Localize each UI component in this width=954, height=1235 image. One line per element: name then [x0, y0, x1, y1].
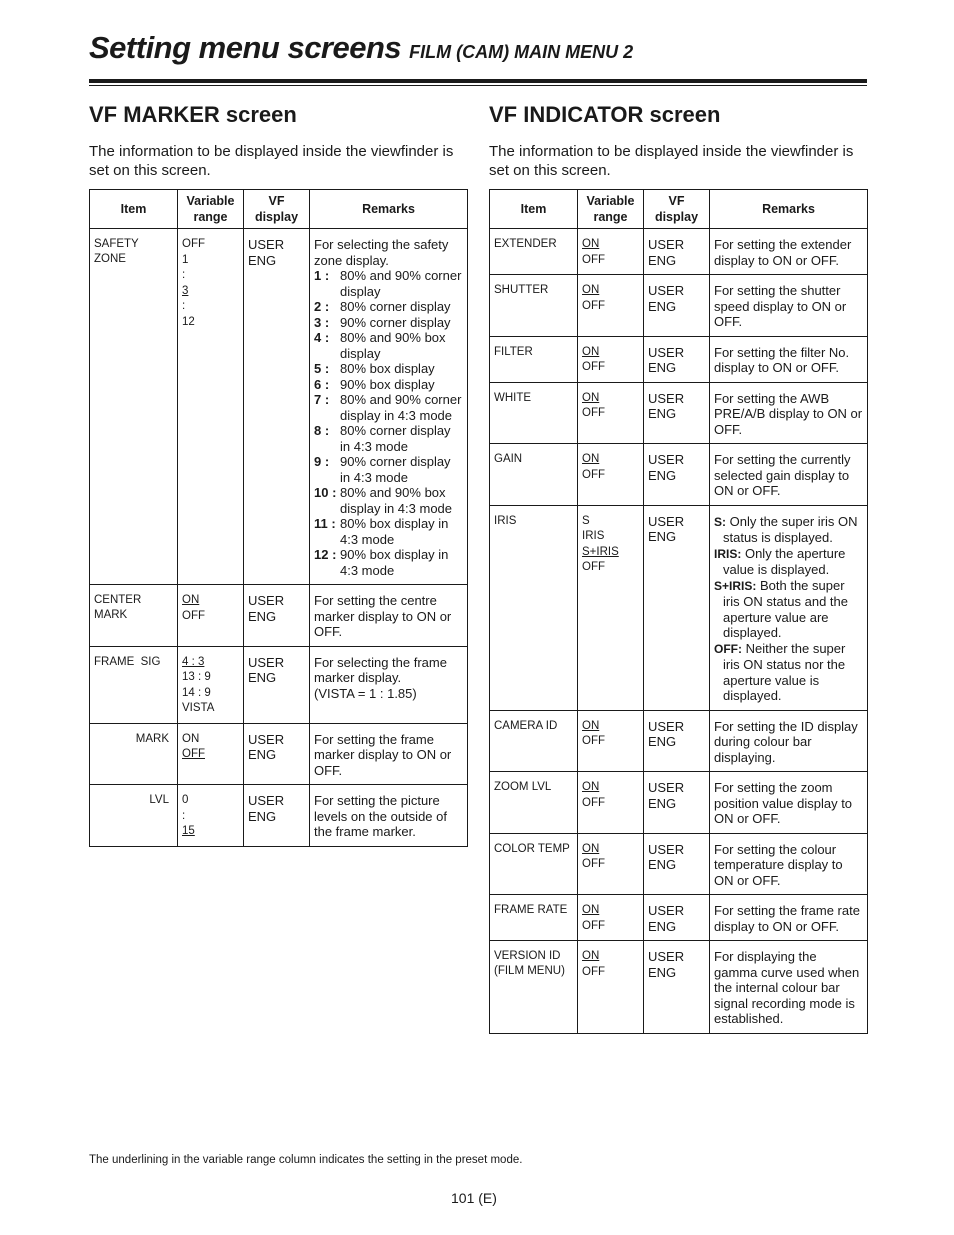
vf-cell	[244, 723, 310, 785]
range-option-preset: ON	[582, 719, 600, 732]
table-row	[90, 785, 468, 847]
remark-note: (VISTA = 1 : 1.85)	[314, 685, 417, 701]
vf-mode: ENG	[648, 795, 677, 811]
table-row	[490, 444, 868, 506]
range-option-preset: ON	[582, 284, 600, 296]
item-cell: SAFETY ZONE	[90, 229, 178, 585]
vf-marker-title: VF MARKER screen	[89, 102, 297, 127]
page-number: 101 (E)	[451, 1190, 497, 1206]
range-cell	[578, 772, 644, 834]
column-header-remarks: Remarks	[710, 190, 868, 229]
vf-mode: USER	[648, 949, 685, 964]
table-row	[90, 229, 468, 585]
range-option-preset: ON	[182, 594, 200, 606]
vf-mode: USER	[648, 841, 685, 857]
range-option: 14 : 9	[182, 686, 211, 699]
range-option: OFF	[582, 796, 605, 809]
list-item: 8 : 80% corner display in 4:3 mode	[314, 423, 451, 454]
range-option-preset: ON	[582, 781, 600, 793]
vf-indicator-section	[489, 102, 867, 1034]
vf-mode: ENG	[648, 360, 677, 375]
vf-mode: ENG	[648, 298, 677, 314]
definition-item: IRIS: Only the aperture value is displayed.	[714, 545, 846, 577]
item-cell: COLOR TEMP	[490, 833, 578, 895]
range-option: :	[182, 300, 186, 312]
remarks-cell: For setting the colour temperature display to ON or OFF.	[710, 833, 868, 895]
vf-marker-section	[89, 102, 467, 847]
table-row	[490, 895, 868, 941]
vf-mode: USER	[248, 654, 285, 670]
item-cell: CAMERA ID	[490, 710, 578, 772]
vf-mode: ENG	[248, 608, 277, 624]
item-cell: FRAME SIG	[90, 646, 178, 723]
footnote: The underlining in the variable range column indicates the setting in the preset mode.	[89, 1154, 523, 1166]
remarks-cell: For setting the zoom position value display to ON or OFF.	[710, 772, 868, 834]
table-header-row	[90, 190, 468, 229]
vf-mode: USER	[648, 452, 685, 467]
vf-mode: ENG	[648, 406, 677, 421]
range-option: 13 : 9	[182, 671, 211, 683]
table-row	[490, 336, 868, 382]
list-item: 6 : 90% box display	[314, 376, 435, 392]
safety-zone-options	[314, 268, 463, 578]
list-item: 1 : 80% and 90% corner display	[314, 268, 462, 299]
column-header-vf: VF display	[644, 190, 710, 229]
vf-cell	[644, 382, 710, 444]
vf-cell	[244, 646, 310, 723]
range-option: OFF	[582, 299, 605, 312]
range-option-preset: ON	[582, 950, 600, 962]
remarks-cell: For setting the AWB PRE/A/B display to ON or OFF.	[710, 382, 868, 444]
range-option-preset: ON	[582, 842, 600, 855]
header-rule-thin	[89, 85, 867, 86]
item-cell: WHITE	[490, 382, 578, 444]
item-sublabel: (FILM MENU)	[494, 965, 565, 977]
vf-mode: ENG	[248, 670, 277, 685]
item-cell: EXTENDER	[490, 229, 578, 275]
range-option: VISTA	[182, 702, 215, 714]
range-cell	[578, 382, 644, 444]
remarks-cell: For setting the frame marker display to ON or OFF.	[310, 723, 468, 785]
page-header	[89, 30, 867, 66]
vf-cell	[644, 895, 710, 941]
list-item: 7 : 80% and 90% corner display in 4:3 mode	[314, 392, 462, 423]
vf-cell	[644, 833, 710, 895]
table-row	[90, 585, 468, 647]
vf-marker-intro: The information to be displayed inside the viewfinder is set on this screen.	[89, 143, 454, 179]
list-item: 10 : 80% and 90% box display in 4:3 mode	[314, 485, 453, 516]
list-item: 12 : 90% box display in 4:3 mode	[314, 547, 449, 578]
remarks-cell: For setting the filter No. display to ON or OFF.	[710, 336, 868, 382]
table-row	[490, 382, 868, 444]
item-cell: CENTER MARK	[90, 585, 178, 647]
vf-mode: USER	[648, 237, 685, 252]
range-option: OFF	[582, 561, 605, 573]
vf-mode: USER	[248, 237, 285, 252]
range-option: OFF	[582, 965, 605, 978]
vf-cell	[644, 275, 710, 337]
range-cell	[578, 505, 644, 710]
list-item: 2 : 80% corner display	[314, 299, 451, 314]
list-item: 4 : 80% and 90% box display	[314, 330, 446, 361]
vf-mode: USER	[648, 390, 685, 406]
table-row	[490, 833, 868, 895]
range-cell	[578, 941, 644, 1034]
range-option: 0	[182, 794, 189, 806]
range-cell	[578, 229, 644, 275]
range-option: 1	[182, 253, 189, 266]
page-title: Setting menu screens	[89, 30, 402, 65]
range-option: ON	[182, 732, 200, 745]
remark-text: For selecting the safety zone display.	[314, 237, 449, 268]
range-option: OFF	[582, 361, 605, 373]
vf-mode: USER	[248, 731, 285, 747]
remarks-cell	[710, 505, 868, 710]
range-cell	[578, 895, 644, 941]
vf-cell	[644, 772, 710, 834]
range-option-preset: ON	[582, 345, 600, 358]
vf-mode: ENG	[248, 808, 277, 824]
list-item: 3 : 90% corner display	[314, 314, 451, 330]
definition-item: S+IRIS: Both the super iris ON status and the aperture value are displayed.	[714, 577, 848, 640]
vf-mode: ENG	[648, 918, 677, 934]
vf-cell	[644, 710, 710, 772]
range-option: 12	[182, 315, 195, 328]
item-cell: FILTER	[490, 336, 578, 382]
range-option: OFF	[182, 238, 205, 250]
range-option: S	[582, 514, 590, 527]
vf-cell	[244, 585, 310, 647]
column-header-item: Item	[490, 190, 578, 229]
column-header-range: Variable range	[178, 190, 244, 229]
table-row	[490, 275, 868, 337]
item-cell: GAIN	[490, 444, 578, 506]
range-option-preset: OFF	[182, 748, 205, 760]
range-option-preset: 3	[182, 284, 189, 297]
column-header-range: Variable range	[578, 190, 644, 229]
item-cell: ZOOM LVL	[490, 772, 578, 834]
vf-mode: USER	[648, 903, 685, 918]
page-subtitle: FILM (CAM) MAIN MENU 2	[409, 42, 634, 62]
column-header-item: Item	[90, 190, 178, 229]
range-cell	[178, 229, 244, 585]
item-cell: IRIS	[490, 505, 578, 710]
range-cell	[578, 275, 644, 337]
item-cell	[490, 941, 578, 1034]
vf-mode: ENG	[648, 252, 677, 268]
remarks-cell	[310, 229, 468, 585]
range-cell	[178, 646, 244, 723]
range-option: OFF	[582, 253, 605, 266]
remarks-cell: For setting the ID display during colour bar displaying.	[710, 710, 868, 772]
vf-cell	[644, 229, 710, 275]
table-row	[490, 505, 868, 710]
vf-mode: ENG	[648, 964, 677, 980]
vf-indicator-intro: The information to be displayed inside the viewfinder is set on this screen.	[489, 143, 854, 179]
table-row	[490, 772, 868, 834]
vf-mode: ENG	[648, 734, 677, 749]
range-option-preset: ON	[582, 238, 600, 250]
vf-mode: ENG	[648, 467, 677, 483]
vf-cell	[644, 941, 710, 1034]
column-header-vf: VF display	[244, 190, 310, 229]
remarks-cell: For setting the shutter speed display to ON or OFF.	[710, 275, 868, 337]
table-row	[490, 941, 868, 1034]
range-option: OFF	[182, 609, 205, 622]
range-option: OFF	[582, 919, 605, 932]
range-option-preset: S+IRIS	[582, 545, 619, 558]
range-cell	[178, 723, 244, 785]
vf-cell	[644, 336, 710, 382]
vf-cell	[644, 444, 710, 506]
remarks-cell: For setting the centre marker display to ON or OFF.	[310, 585, 468, 647]
vf-cell	[244, 229, 310, 585]
table-header-row	[490, 190, 868, 229]
range-cell	[578, 444, 644, 506]
list-item: 9 : 90% corner display in 4:3 mode	[314, 454, 451, 485]
range-option-preset: 4 : 3	[182, 655, 205, 668]
item-cell: SHUTTER	[490, 275, 578, 337]
item-cell: MARK	[90, 723, 178, 785]
range-cell	[178, 585, 244, 647]
remark-text: For selecting the frame marker display.	[314, 654, 447, 685]
vf-cell	[644, 505, 710, 710]
range-option: OFF	[582, 468, 605, 481]
vf-indicator-table	[489, 189, 868, 1034]
range-option: IRIS	[582, 530, 605, 542]
remarks-cell	[310, 646, 468, 723]
definition-item: S: Only the super iris ON status is displayed.	[714, 513, 858, 545]
range-cell	[178, 785, 244, 847]
vf-mode: ENG	[648, 857, 677, 872]
item-cell: FRAME RATE	[490, 895, 578, 941]
range-option-preset: ON	[582, 453, 600, 465]
vf-mode: USER	[648, 513, 685, 529]
vf-mode: ENG	[248, 747, 277, 762]
vf-mode: ENG	[248, 252, 277, 268]
vf-indicator-title: VF INDICATOR screen	[489, 102, 721, 127]
table-row	[490, 710, 868, 772]
vf-mode: USER	[248, 593, 285, 608]
range-option-preset: ON	[582, 904, 600, 916]
vf-mode: USER	[648, 283, 685, 298]
range-cell	[578, 710, 644, 772]
remarks-cell: For setting the picture levels on the outside of the frame marker.	[310, 785, 468, 847]
list-item: 11 : 80% box display in 4:3 mode	[314, 516, 449, 547]
table-row	[490, 229, 868, 275]
remarks-cell: For setting the frame rate display to ON or OFF.	[710, 895, 868, 941]
vf-marker-table	[89, 189, 468, 847]
vf-mode: USER	[648, 344, 685, 360]
range-option: :	[182, 809, 186, 822]
header-rule-thick	[89, 79, 867, 83]
remarks-cell: For setting the extender display to ON or OFF.	[710, 229, 868, 275]
definition-item: OFF: Neither the super iris ON status nor the aperture value is displayed.	[714, 640, 846, 703]
remarks-cell: For setting the currently selected gain display to ON or OFF.	[710, 444, 868, 506]
range-option-preset: 15	[182, 825, 195, 837]
vf-mode: USER	[248, 793, 285, 808]
vf-mode: USER	[648, 718, 685, 734]
range-option: OFF	[582, 858, 605, 870]
item-label: VERSION ID	[494, 950, 561, 962]
list-item: 5 : 80% box display	[314, 361, 435, 376]
remarks-cell: For displaying the gamma curve used when the internal colour bar signal recording mode is established.	[710, 941, 868, 1034]
column-header-remarks: Remarks	[310, 190, 468, 229]
item-cell: LVL	[90, 785, 178, 847]
range-cell	[578, 336, 644, 382]
range-option: OFF	[582, 407, 605, 419]
vf-mode: ENG	[648, 529, 677, 544]
vf-mode: USER	[648, 780, 685, 795]
vf-cell	[244, 785, 310, 847]
table-row	[90, 646, 468, 723]
range-option: :	[182, 269, 186, 281]
table-row	[90, 723, 468, 785]
range-option: OFF	[582, 735, 605, 747]
range-cell	[578, 833, 644, 895]
range-option-preset: ON	[582, 391, 600, 404]
